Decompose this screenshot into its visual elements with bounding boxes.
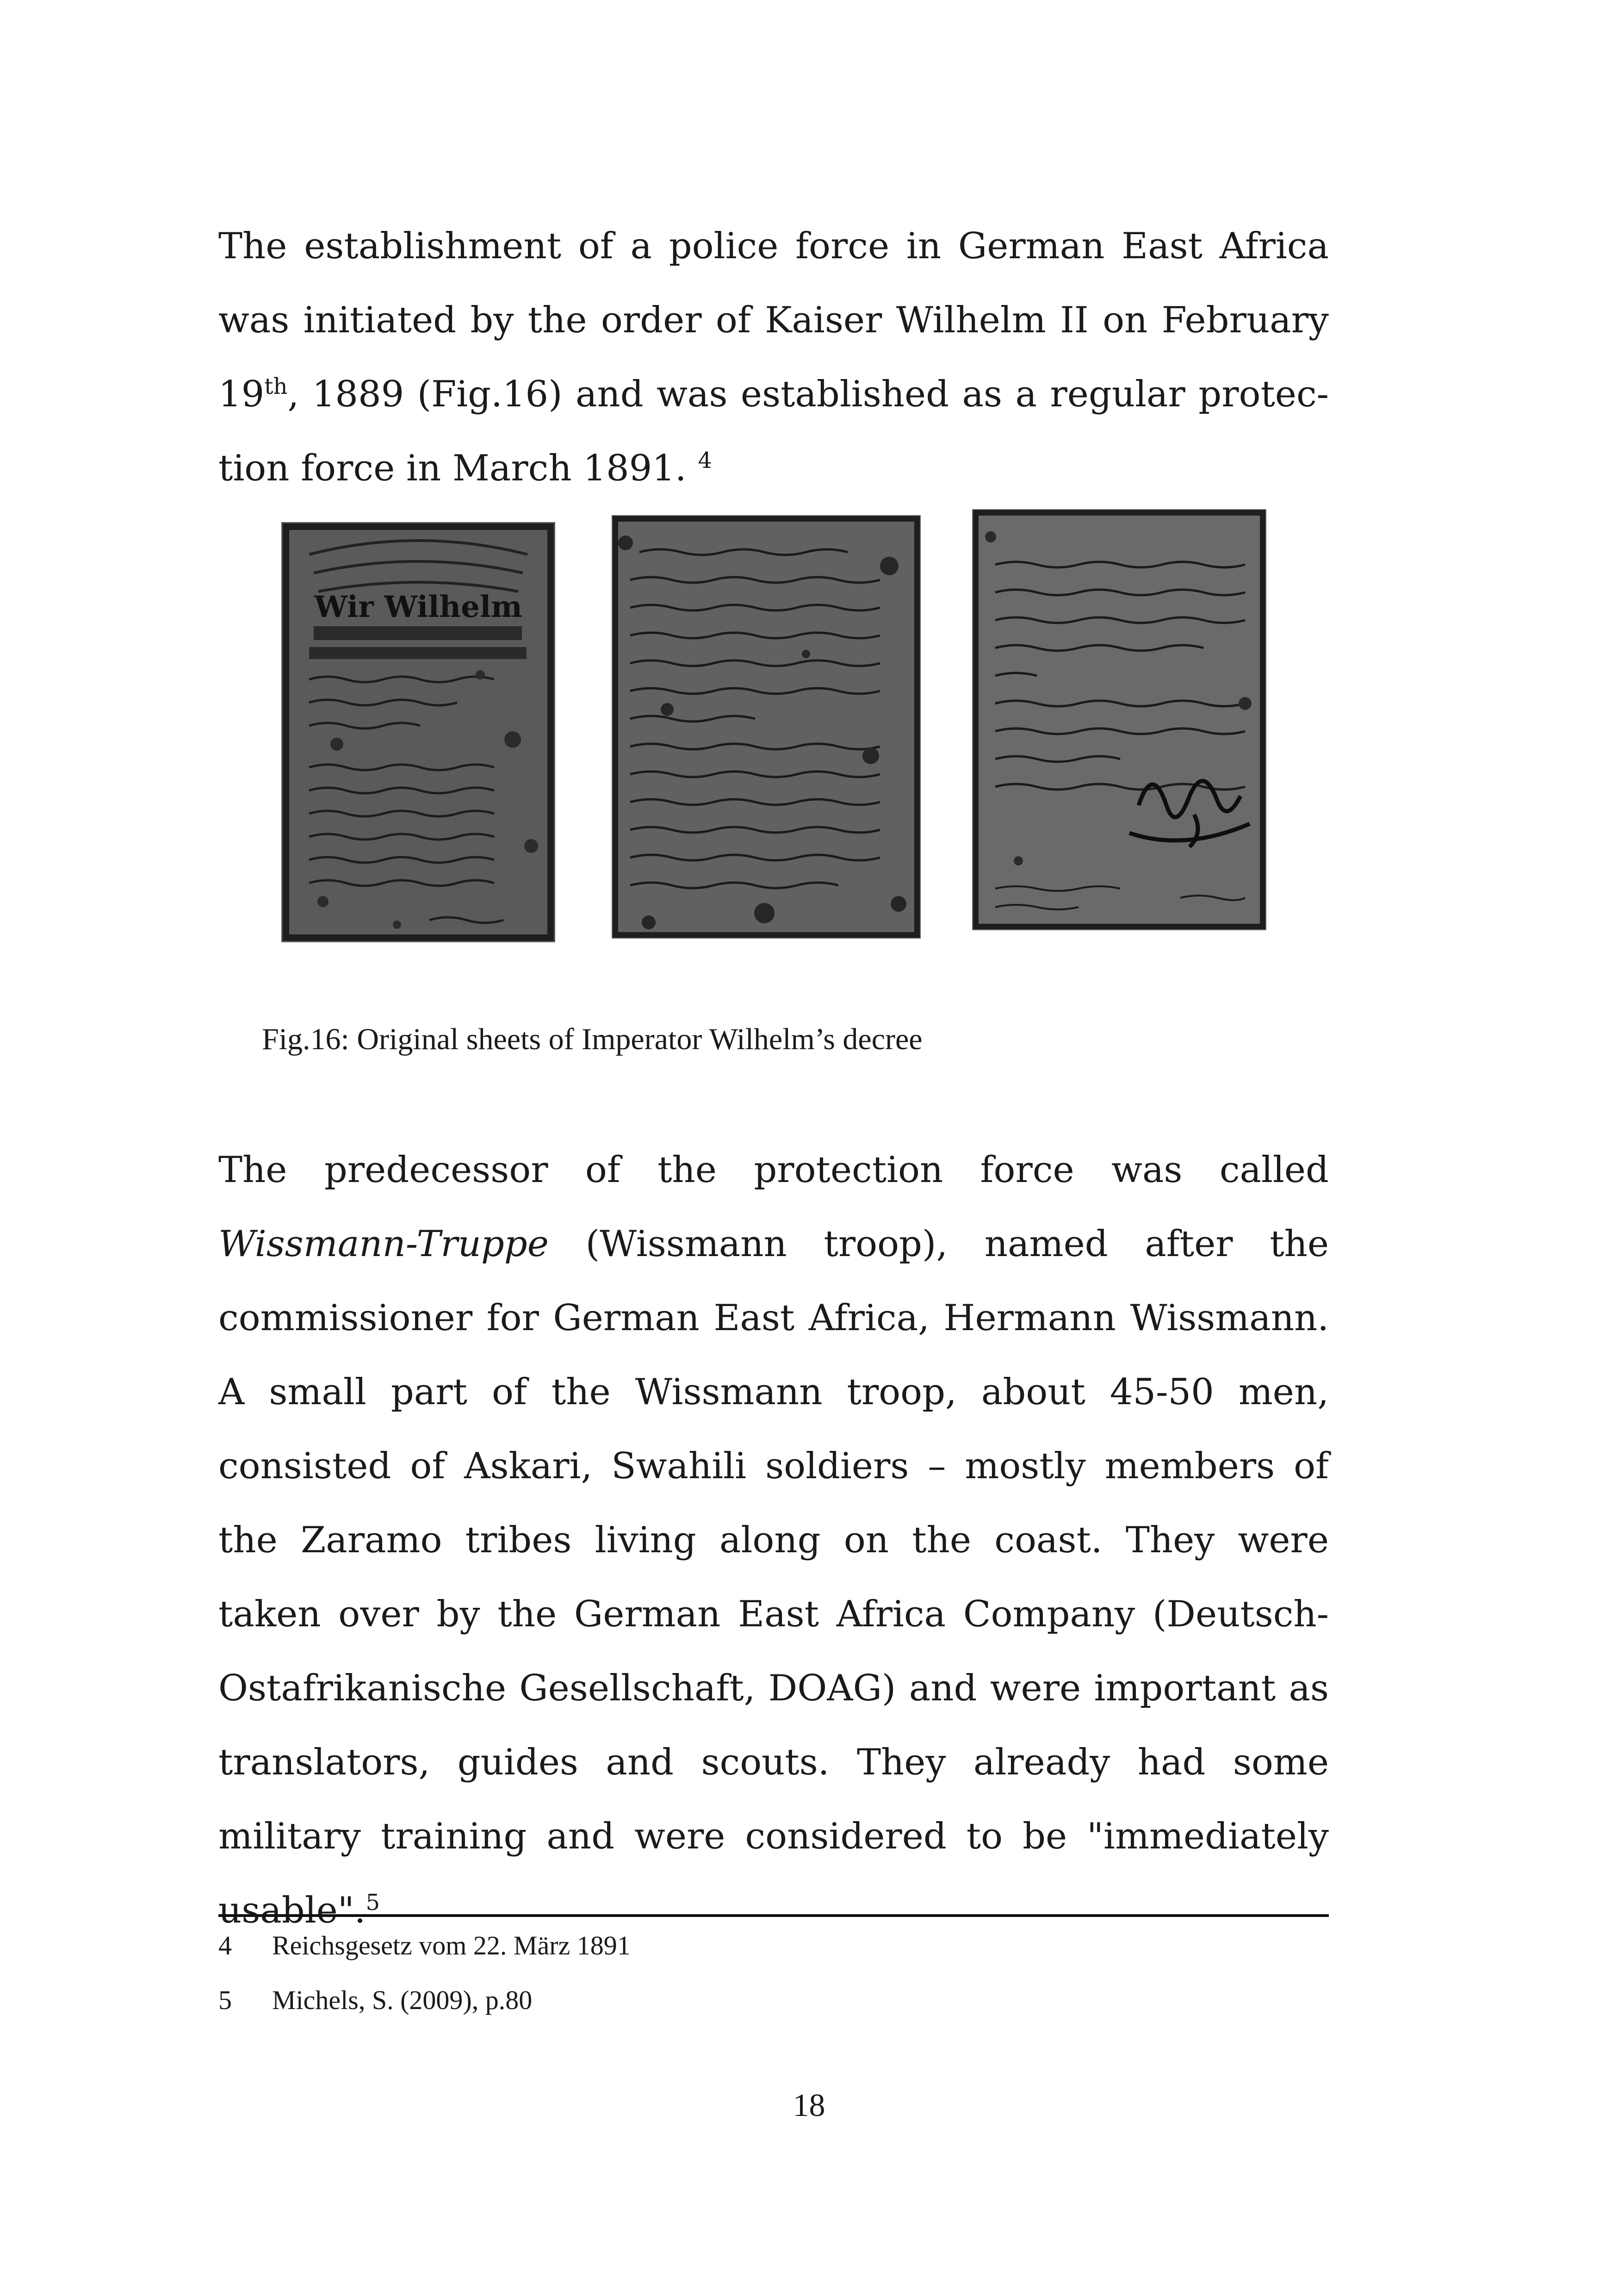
decree-sheet-image-2 [612, 515, 921, 939]
figure-caption: Fig.16: Original sheets of Imperator Wilhelm’s decree [262, 1022, 923, 1056]
footnote-4 [218, 1930, 631, 1961]
footnote-ref-4[interactable]: 4 [698, 448, 713, 473]
footnote-text: Reichsgesetz vom 22. März 1891 [272, 1930, 631, 1960]
page-number: 18 [793, 2088, 825, 2123]
footnote-number: 4 [218, 1930, 232, 1960]
footnote-separator [218, 1914, 1329, 1917]
footnote-ref-5[interactable]: 5 [366, 1890, 380, 1916]
paragraph-2: The predecessor of the protection force was called Wissmann-Truppe (Wissmann troop), named after the commissioner for German East Africa, Hermann Wissmann. A small part of the Wissmann troop, about 45-50 men, consisted of Askari, Swahili soldiers – mostly members of the Zaramo tribes living along on the coast. They were taken over by the German East Africa Company (Deutsch-Ostafrikanische Gesellschaft, DOAG) and were important as translators, guides and scouts. They already had some military training and were considered to be "immediately usable".$^5$ [218, 1149, 1329, 1931]
italic-term: Wissmann-Truppe [218, 1223, 549, 1265]
decree-sheet-image-1 [281, 522, 555, 942]
paragraph-1: The establishment of a police force in German East Africa was initiated by the order of Kaiser Wilhelm II on February 19th, 1889 (Fig.16) and was established as a regular protec-tion force in March 1891. $^4$ [218, 225, 1329, 489]
footnote-text: Michels, S. (2009), p.80 [272, 1985, 533, 2015]
svg-text:Wir Wilhelm: Wir Wilhelm [314, 590, 522, 624]
footnote-5 [218, 1985, 532, 2016]
decree-sheet-image-3 [972, 509, 1266, 930]
footnote-number: 5 [218, 1985, 232, 2015]
